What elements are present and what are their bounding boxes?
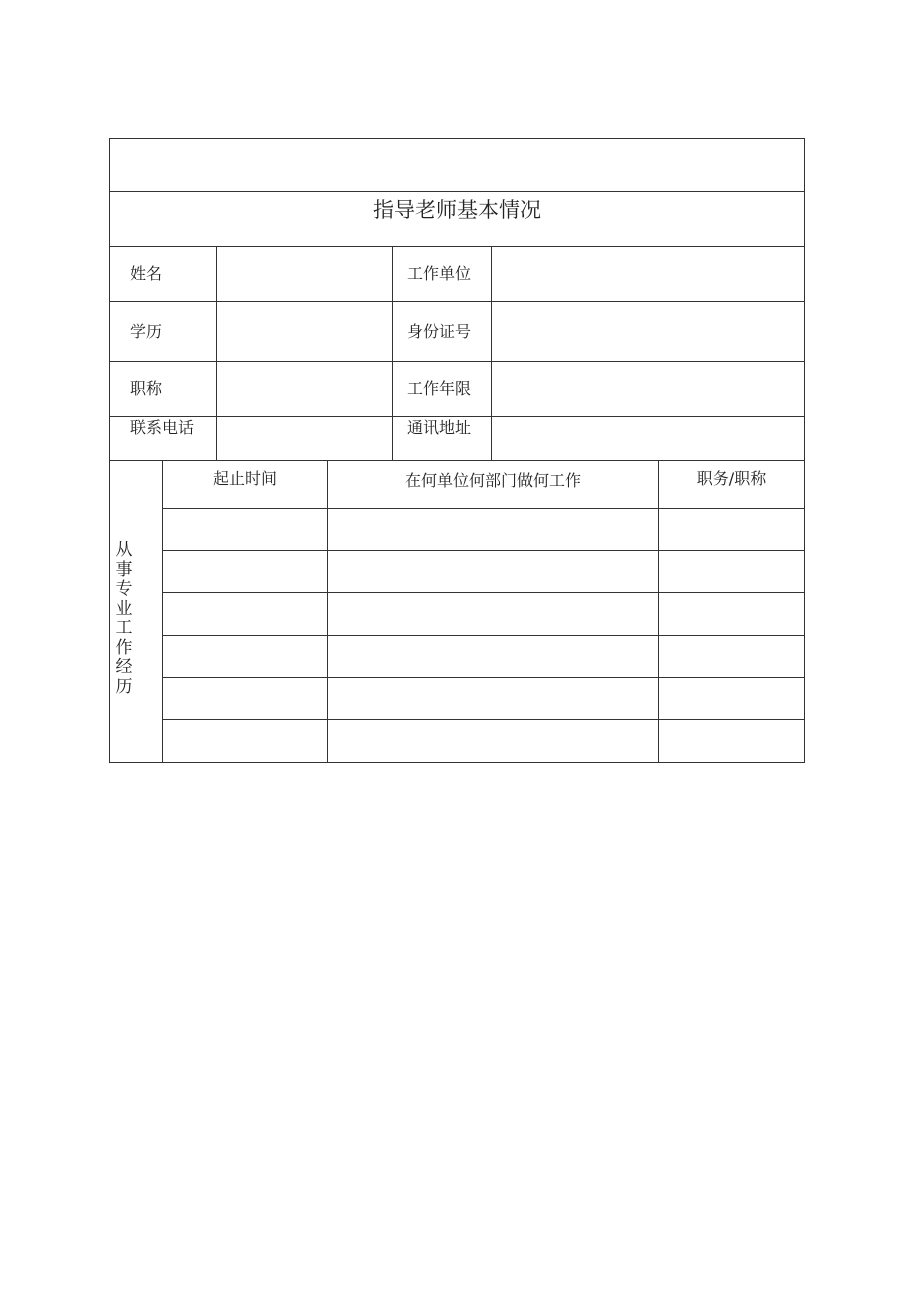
teacher-info-form	[109, 138, 805, 763]
column-divider	[216, 246, 217, 460]
history-cell-employer-role[interactable]	[328, 593, 658, 635]
row-divider	[110, 416, 804, 417]
column-header-employer-role: 在何单位何部门做何工作	[404, 471, 581, 490]
work-years-label: 工作年限	[407, 379, 472, 398]
row-divider	[110, 361, 804, 362]
form-title: 指导老师基本情况	[373, 198, 541, 222]
column-header-period: 起止时间	[212, 469, 277, 488]
history-cell-period[interactable]	[163, 593, 327, 635]
job-title-label: 职称	[130, 379, 163, 398]
column-divider	[392, 246, 393, 460]
row-divider	[110, 460, 804, 461]
row-divider	[110, 191, 804, 192]
id-number-label: 身份证号	[407, 322, 472, 341]
name-field[interactable]	[226, 264, 386, 284]
history-cell-employer-role[interactable]	[328, 678, 658, 719]
row-divider	[110, 246, 804, 247]
column-header-position-title: 职务/职称	[696, 469, 767, 488]
history-cell-period[interactable]	[163, 636, 327, 677]
history-cell-position-title[interactable]	[659, 551, 804, 592]
address-field[interactable]	[501, 418, 796, 438]
history-cell-position-title[interactable]	[659, 636, 804, 677]
work-unit-label: 工作单位	[407, 264, 472, 283]
column-divider	[491, 246, 492, 460]
history-cell-employer-role[interactable]	[328, 636, 658, 677]
history-cell-period[interactable]	[163, 720, 327, 762]
phone-label: 联系电话	[130, 418, 195, 437]
history-cell-position-title[interactable]	[659, 720, 804, 762]
history-cell-period[interactable]	[163, 678, 327, 719]
history-cell-position-title[interactable]	[659, 509, 804, 550]
work-years-field[interactable]	[501, 379, 796, 399]
address-label: 通讯地址	[407, 418, 472, 437]
work-history-side-label: 从事专业工作经历	[115, 540, 133, 697]
row-divider	[110, 301, 804, 302]
history-cell-employer-role[interactable]	[328, 509, 658, 550]
work-unit-field[interactable]	[501, 264, 796, 284]
history-cell-position-title[interactable]	[659, 593, 804, 635]
history-cell-period[interactable]	[163, 551, 327, 592]
history-cell-position-title[interactable]	[659, 678, 804, 719]
job-title-field[interactable]	[226, 379, 386, 399]
education-label: 学历	[130, 322, 163, 341]
history-cell-employer-role[interactable]	[328, 551, 658, 592]
education-field[interactable]	[226, 322, 386, 342]
history-cell-employer-role[interactable]	[328, 720, 658, 762]
id-number-field[interactable]	[501, 322, 796, 342]
name-label: 姓名	[130, 264, 163, 283]
history-cell-period[interactable]	[163, 509, 327, 550]
phone-field[interactable]	[226, 418, 386, 438]
